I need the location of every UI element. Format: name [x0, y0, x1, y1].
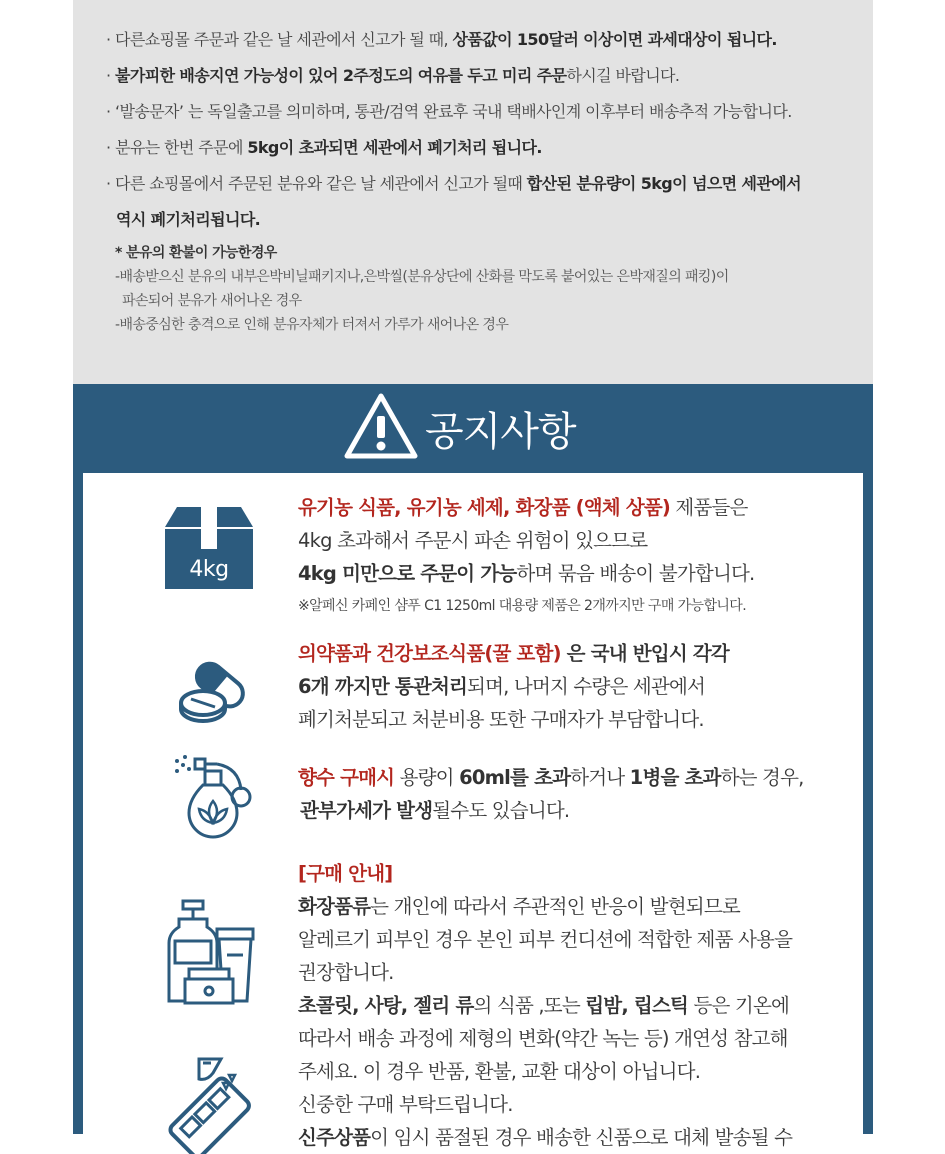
shampoo-note: ※알페신 카페인 샴푸 C1 1250ml 대용량 제품은 2개까지만 구매 가능합니다.	[298, 598, 747, 614]
refund-heading: * 분유의 환불이 가능한경우	[115, 245, 277, 261]
refund-line: -배송중심한 충격으로 인해 분유자체가 터져서 가루가 새어나온 경우	[115, 317, 509, 333]
notice-line: · 다른쇼핑몰 주문과 같은 날 세관에서 신고가 될 때, 상품값이 150달러 이상이면 과세대상이 됩니다.	[106, 30, 777, 49]
refund-line: 파손되어 분유가 새어나온 경우	[122, 293, 302, 309]
pill-icon	[175, 651, 251, 727]
organic-line-3: 4kg 미만으로 주문이 가능하며 묶음 배송이 불가합니다.	[298, 562, 755, 585]
guide-line: 신주상품이 임시 품절된 경우 배송한 신품으로 대체 발송될 수	[298, 1126, 793, 1149]
medicine-line-1: 의약품과 건강보조식품(꿀 포함) 은 국내 반입시 각각	[298, 642, 729, 665]
notice-section	[73, 384, 873, 1149]
notice-title: 공지사항	[425, 409, 576, 455]
notice-line: · 다른 쇼핑몰에서 주문된 분유와 같은 날 세관에서 신고가 될때 합산된 분유량이 5kg이 넘으면 세관에서	[106, 174, 801, 193]
cosmetics-icon	[155, 897, 261, 1009]
perfume-line-2: 관부가세가 발생될수도 있습니다.	[300, 799, 570, 822]
guide-line: 화장품류는 개인에 따라서 주관적인 반응이 발현되므로	[298, 895, 740, 918]
notice-line: 역시 폐기처리됩니다.	[116, 210, 261, 229]
page	[73, 0, 873, 1149]
perfume-line-1: 향수 구매시 용량이 60ml를 초과하거나 1병을 초과하는 경우,	[298, 766, 804, 789]
notice-line: · 불가피한 배송지연 가능성이 있어 2주정도의 여유를 두고 미리 주문하시길 바랍니다.	[106, 66, 680, 85]
guide-line: 주세요. 이 경우 반품, 환불, 교환 대상이 아닙니다.	[298, 1060, 701, 1083]
guide-line: 따라서 배송 과정에 제형의 변화(약간 녹는 등) 개연성 참고해	[298, 1027, 788, 1050]
warning-icon	[343, 392, 419, 460]
guide-line: 알레르기 피부인 경우 본인 피부 컨디션에 적합한 제품 사용을	[298, 928, 793, 951]
notice-line: · 분유는 한번 주문에 5kg이 초과되면 세관에서 폐기처리 됩니다.	[106, 138, 542, 157]
refund-line: -배송받으신 분유의 내부은박비닐패키지나,은박씰(분유상단에 산화를 막도록 붙어있는 은박재질의 패킹)이	[115, 269, 729, 285]
perfume-icon	[173, 753, 259, 841]
medicine-line-2: 6개 까지만 통관처리되며, 나머지 수량은 세관에서	[298, 675, 706, 698]
medicine-line-3: 폐기처분되고 처분비용 또한 구매자가 부담합니다.	[298, 708, 704, 731]
notice-card	[83, 473, 863, 1149]
guide-line: 신중한 구매 부탁드립니다.	[298, 1093, 513, 1116]
notice-line: · ‘발송문자’ 는 독일출고를 의미하며, 통관/검역 완료후 국내 택배사인계 이후부터 배송추적 가능합니다.	[106, 102, 792, 121]
candy-icon	[155, 1053, 265, 1143]
customs-notice-section	[73, 0, 873, 384]
organic-line-1: 유기농 식품, 유기농 세제, 화장품 (액체 상품) 제품들은	[298, 496, 748, 519]
guide-line: 권장합니다.	[298, 961, 394, 984]
organic-line-2: 4kg 초과해서 주문시 파손 위험이 있으므로	[298, 529, 648, 552]
guide-line: 초콜릿, 사탕, 젤리 류의 식품 ,또는 립밤, 립스틱 등은 기온에	[298, 994, 790, 1017]
notice-header	[343, 392, 603, 460]
box-weight-label: 4kg	[189, 557, 229, 582]
purchase-guide-heading: [구매 안내]	[298, 862, 393, 885]
